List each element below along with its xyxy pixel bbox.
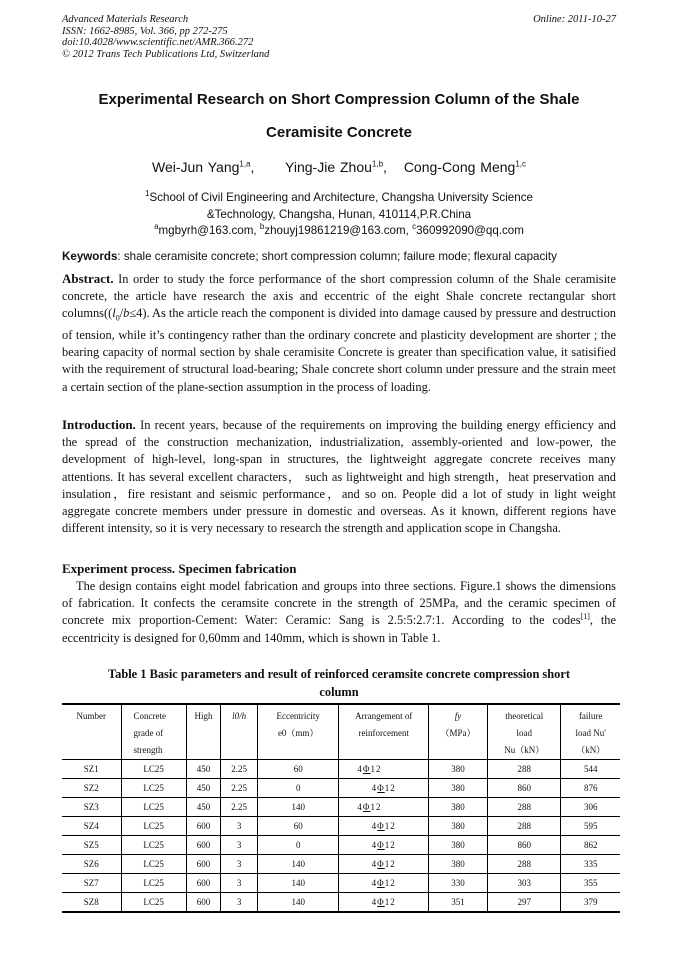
cell-number: SZ6 xyxy=(62,855,121,874)
email-address: 360992090@qq.com xyxy=(416,224,524,237)
cell-eccentricity: 60 xyxy=(257,760,338,779)
header-text: Concrete xyxy=(133,711,167,721)
header-arrangement xyxy=(339,704,429,760)
cell-l0h: 3 xyxy=(221,874,258,893)
cell-l0h: 2.25 xyxy=(221,760,258,779)
cell-high: 600 xyxy=(186,874,221,893)
affiliation-mark: 1 xyxy=(145,189,150,199)
cell-eccentricity: 140 xyxy=(257,798,338,817)
table-header-row xyxy=(62,704,620,760)
cell-high: 600 xyxy=(186,817,221,836)
cell-l0h: 3 xyxy=(221,817,258,836)
affiliation-text: School of Civil Engineering and Architecture, Changsha University Science xyxy=(149,191,533,204)
cell-grade: LC25 xyxy=(121,817,186,836)
header-text: failure xyxy=(578,711,603,721)
paper-title-line-1: Experimental Research on Short Compression Column of the Shale xyxy=(98,91,580,108)
cell-arrangement xyxy=(339,836,429,855)
email-mark: b xyxy=(259,222,265,232)
cell-grade: LC25 xyxy=(121,893,186,913)
cell-fy: 380 xyxy=(429,760,488,779)
rebar-count: 4 xyxy=(357,764,363,774)
abstract-symbol: b xyxy=(123,306,130,321)
author-list xyxy=(62,159,616,175)
rebar-symbol: Φ xyxy=(377,878,385,888)
rebar-diameter: 12 xyxy=(384,821,396,831)
introduction-text: In recent years, because of the requirements on improving the building energy efficiency and the spread of the construction mechanization, industrialization, assembly-oriented and low-power, the development of high-level, long-span in structures, the lightweight aggregate concrete receives many attentions. It has several excellent characters， such as lightweight and high strength，heat preservation and insulation，fire resistant and seismic performance，and so on. People did a lot of study in light weight aggregate concrete members under pressure in domestic and overseas. As it known, different regions have different intensity, so it is very necessary to research the strength and application scope in Changsha. xyxy=(62,418,616,536)
cell-grade: LC25 xyxy=(121,836,186,855)
cell-grade: LC25 xyxy=(121,779,186,798)
rebar-diameter: 12 xyxy=(370,802,382,812)
header-text: load xyxy=(516,728,532,738)
keywords-label: Keywords xyxy=(62,250,118,263)
table-row xyxy=(62,817,620,836)
cell-high: 450 xyxy=(186,760,221,779)
introduction-paragraph xyxy=(62,416,616,537)
cell-number: SZ3 xyxy=(62,798,121,817)
journal-copyright: © 2012 Trans Tech Publications Ltd, Switzerland xyxy=(62,48,270,60)
keywords-text: : shale ceramisite concrete; short compression column; failure mode; flexural capacity xyxy=(117,250,557,263)
cell-eccentricity: 0 xyxy=(257,779,338,798)
table-row xyxy=(62,855,620,874)
cell-high: 600 xyxy=(186,855,221,874)
header-text: Nu（kN） xyxy=(504,745,545,755)
rebar-count: 4 xyxy=(371,840,378,850)
rebar-count: 4 xyxy=(371,821,378,831)
header-text: Eccentricity xyxy=(276,711,320,721)
cell-fy: 330 xyxy=(429,874,488,893)
author-name: Ying-Jie Zhou xyxy=(285,159,372,175)
abstract-text: / xyxy=(119,306,124,321)
cell-theoretical-load: 297 xyxy=(488,893,561,913)
cell-theoretical-load: 288 xyxy=(488,798,561,817)
rebar-diameter: 12 xyxy=(384,878,396,888)
header-text: e0（mm） xyxy=(277,728,319,738)
cell-arrangement xyxy=(339,817,429,836)
cell-l0h: 3 xyxy=(221,855,258,874)
header-text: （kN） xyxy=(576,745,606,755)
header-text: （MPa） xyxy=(440,728,476,738)
journal-doi: doi:10.4028/www.scientific.net/AMR.366.272 xyxy=(62,37,254,48)
email-mark: a xyxy=(154,222,159,232)
email-address: mgbyrh@163.com, xyxy=(158,224,260,237)
cell-eccentricity: 140 xyxy=(257,874,338,893)
author-affiliation-mark: 1,b xyxy=(371,159,384,169)
cell-theoretical-load: 288 xyxy=(488,817,561,836)
keywords xyxy=(62,250,622,263)
rebar-symbol: Φ xyxy=(377,859,385,869)
abstract-label: Abstract. xyxy=(62,271,114,286)
cell-failure-load: 862 xyxy=(561,836,620,855)
table-row xyxy=(62,779,620,798)
rebar-diameter: 12 xyxy=(384,897,396,907)
header-text: grade of xyxy=(133,728,164,738)
cell-grade: LC25 xyxy=(121,855,186,874)
header-l0h: l0/h xyxy=(221,704,258,760)
cell-fy: 351 xyxy=(429,893,488,913)
cell-l0h: 3 xyxy=(221,893,258,913)
rebar-symbol: Φ xyxy=(377,821,385,831)
affiliation-line-2: &Technology, Changsha, Hunan, 410114,P.R.China xyxy=(206,208,472,221)
cell-failure-load: 595 xyxy=(561,817,620,836)
abstract-paragraph xyxy=(62,270,616,396)
cell-eccentricity: 0 xyxy=(257,836,338,855)
citation-ref: [1] xyxy=(580,612,590,622)
experiment-text: , the eccentricity is designed for 0,60mm and 140mm, which is shown in Table 1. xyxy=(62,613,616,645)
rebar-symbol: Φ xyxy=(377,897,385,907)
author-name: Cong-Cong Meng xyxy=(403,159,516,175)
cell-high: 450 xyxy=(186,779,221,798)
abstract-text: ≤4). As the article reach the component is divided into damage caused by pressure and destruction of tension, while it’s contingency rather than the ordinary concrete and plasticity development are shorter ; the bearing capacity of normal section by shale ceramisite Concrete is greater than specification value, it satisified with the requirement of structural load-bearing; Shale concrete short column under pressure and the strain meet a certain section of the plane-section assumption in the process of loading. xyxy=(62,306,616,394)
table-caption-line-1: Table 1 Basic parameters and result of reinforced ceramsite concrete compression short xyxy=(108,667,570,681)
cell-theoretical-load: 303 xyxy=(488,874,561,893)
author-emails xyxy=(62,224,616,237)
cell-arrangement xyxy=(339,779,429,798)
cell-grade: LC25 xyxy=(121,874,186,893)
cell-eccentricity: 140 xyxy=(257,893,338,913)
cell-high: 600 xyxy=(186,836,221,855)
rebar-count: 4 xyxy=(371,878,378,888)
abstract-text: In order to study the force performance of the short compression column of the Shale ceramisite concrete, the article have research the axis and eccentric of the eight Shale concrete rectangular short columns(( xyxy=(62,272,616,321)
cell-fy: 380 xyxy=(429,855,488,874)
journal-name: Advanced Materials Research xyxy=(62,14,189,25)
rebar-diameter: 12 xyxy=(384,783,396,793)
cell-l0h: 2.25 xyxy=(221,798,258,817)
rebar-diameter: 12 xyxy=(370,764,382,774)
cell-failure-load: 355 xyxy=(561,874,620,893)
rebar-symbol: Φ xyxy=(377,840,385,850)
header-failure-load xyxy=(561,704,620,760)
introduction-label: Introduction. xyxy=(62,417,136,432)
cell-eccentricity: 60 xyxy=(257,817,338,836)
cell-arrangement xyxy=(339,893,429,913)
header-text: reinforcement xyxy=(358,728,409,738)
paper-title-line-2: Ceramisite Concrete xyxy=(266,124,412,141)
author-separator: , xyxy=(250,159,255,175)
rebar-count: 4 xyxy=(371,897,378,907)
header-text: strength xyxy=(133,745,163,755)
header-number: Number xyxy=(62,704,121,760)
header-text: load Nu' xyxy=(575,728,606,738)
author-separator: , xyxy=(383,159,387,175)
header-grade xyxy=(121,704,186,760)
header-text: theoretical xyxy=(505,711,544,721)
cell-arrangement xyxy=(339,855,429,874)
rebar-symbol: Φ xyxy=(362,764,371,774)
cell-theoretical-load: 860 xyxy=(488,836,561,855)
header-eccentricity xyxy=(257,704,338,760)
cell-arrangement xyxy=(339,760,429,779)
abstract-symbol: l xyxy=(112,306,116,321)
table-row xyxy=(62,874,620,893)
experiment-paragraph xyxy=(62,578,616,647)
cell-theoretical-load: 860 xyxy=(488,779,561,798)
cell-number: SZ8 xyxy=(62,893,121,913)
rebar-count: 4 xyxy=(371,859,378,869)
header-theoretical-load xyxy=(488,704,561,760)
table-row xyxy=(62,836,620,855)
table-row xyxy=(62,798,620,817)
rebar-symbol: Φ xyxy=(377,783,385,793)
cell-l0h: 3 xyxy=(221,836,258,855)
rebar-count: 4 xyxy=(371,783,378,793)
header-text: fy xyxy=(454,711,462,721)
journal-header xyxy=(62,14,616,60)
cell-failure-load: 379 xyxy=(561,893,620,913)
cell-number: SZ4 xyxy=(62,817,121,836)
cell-fy: 380 xyxy=(429,779,488,798)
cell-l0h: 2.25 xyxy=(221,779,258,798)
cell-failure-load: 335 xyxy=(561,855,620,874)
cell-fy: 380 xyxy=(429,817,488,836)
table-row xyxy=(62,760,620,779)
table-body xyxy=(62,760,620,913)
section-heading: Experiment process. Specimen fabrication xyxy=(62,561,297,576)
header-high: High xyxy=(186,704,221,760)
table-row xyxy=(62,893,620,913)
cell-grade: LC25 xyxy=(121,798,186,817)
table-caption-line-2: column xyxy=(319,685,359,699)
cell-high: 450 xyxy=(186,798,221,817)
cell-fy: 380 xyxy=(429,798,488,817)
rebar-symbol: Φ xyxy=(362,802,371,812)
cell-number: SZ5 xyxy=(62,836,121,855)
cell-high: 600 xyxy=(186,893,221,913)
experiment-text: The design contains eight model fabrication and groups into three sections. Figure.1 shows the dimensions of fabrication. It confects the ceramsite concrete in the strength of 25MPa, and the ceramic specimen of concrete mix proportion-Cement: Water: Ceramic: Sang is 2.5:5:2.7:1. According to the codes xyxy=(62,579,616,628)
author-name: Wei-Jun Yang xyxy=(152,159,240,175)
abstract-subscript: 0 xyxy=(115,313,120,323)
cell-arrangement xyxy=(339,874,429,893)
email-mark: c xyxy=(412,222,417,232)
email-address: zhouyj19861219@163.com, xyxy=(264,224,413,237)
author-affiliation-mark: 1,c xyxy=(515,159,526,169)
affiliation-line-1 xyxy=(62,191,616,204)
cell-number: SZ1 xyxy=(62,760,121,779)
parameters-table xyxy=(62,703,620,913)
rebar-count: 4 xyxy=(357,802,363,812)
online-date: Online: 2011-10-27 xyxy=(533,14,616,25)
header-fy xyxy=(429,704,488,760)
cell-theoretical-load: 288 xyxy=(488,760,561,779)
author-affiliation-mark: 1,a xyxy=(239,159,251,169)
rebar-diameter: 12 xyxy=(384,840,396,850)
cell-theoretical-load: 288 xyxy=(488,855,561,874)
cell-arrangement xyxy=(339,798,429,817)
cell-failure-load: 876 xyxy=(561,779,620,798)
cell-failure-load: 306 xyxy=(561,798,620,817)
cell-fy: 380 xyxy=(429,836,488,855)
rebar-diameter: 12 xyxy=(384,859,396,869)
journal-issn: ISSN: 1662-8985, Vol. 366, pp 272-275 xyxy=(62,25,228,37)
cell-number: SZ7 xyxy=(62,874,121,893)
cell-grade: LC25 xyxy=(121,760,186,779)
header-text: Arrangement of xyxy=(355,711,413,721)
cell-failure-load: 544 xyxy=(561,760,620,779)
cell-eccentricity: 140 xyxy=(257,855,338,874)
cell-number: SZ2 xyxy=(62,779,121,798)
